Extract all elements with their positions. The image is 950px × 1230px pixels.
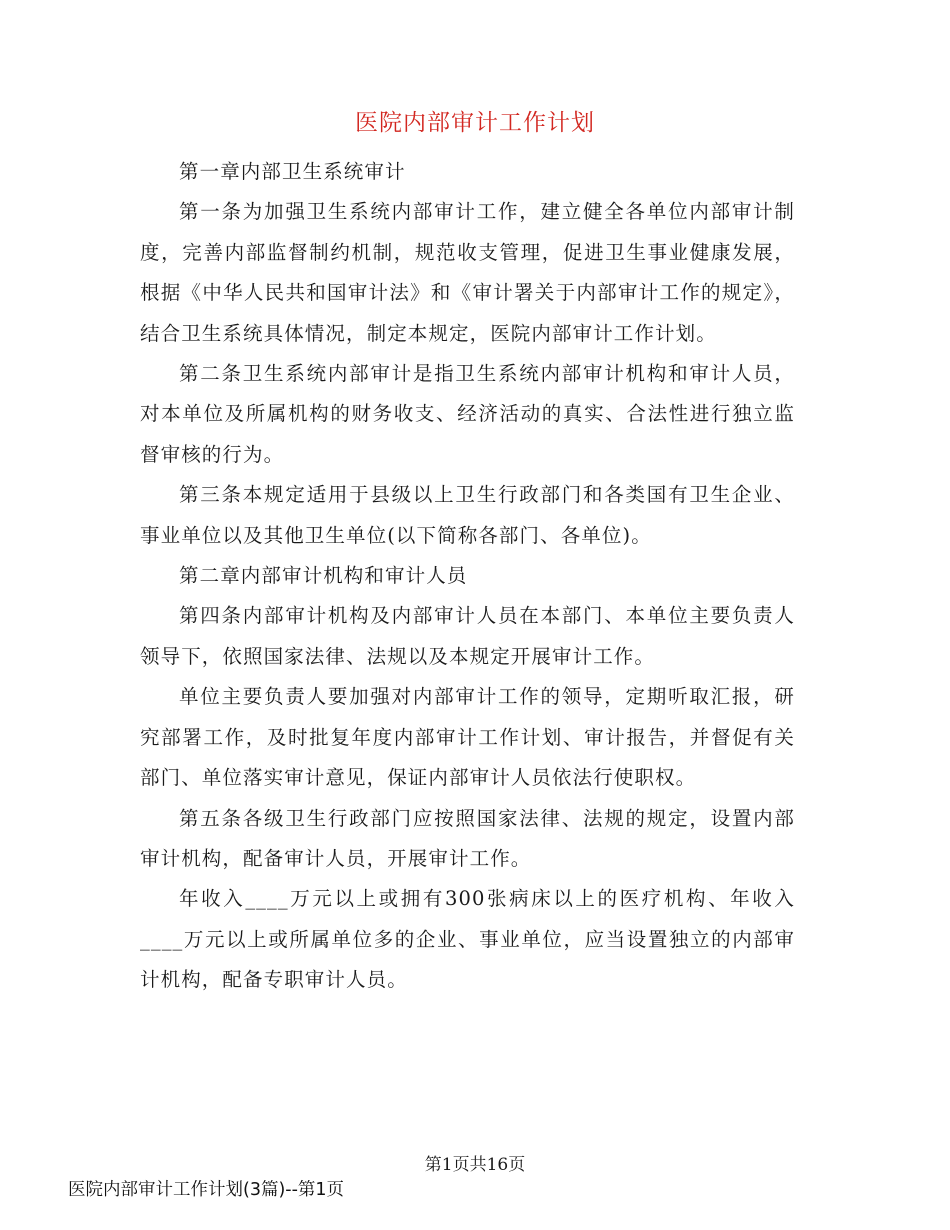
article-2-paragraph: 第二条卫生系统内部审计是指卫生系统内部审计机构和审计人员，对本单位及所属机构的财务收支、经济活动的真实、合法性进行独立监督审核的行为。 — [140, 362, 795, 466]
page-number: 第1页共16页 — [424, 1155, 526, 1175]
document-body — [140, 152, 795, 1001]
article-4-paragraph: 第四条内部审计机构及内部审计人员在本部门、本单位主要负责人领导下，依照国家法律、法规以及本规定开展审计工作。 — [140, 604, 795, 668]
article-5-paragraph: 第五条各级卫生行政部门应按照国家法律、法规的规定，设置内部审计机构，配备审计人员，开展审计工作。 — [140, 806, 795, 870]
chapter-heading-2: 第二章内部审计机构和审计人员 — [179, 564, 468, 588]
article-3-paragraph: 第三条本规定适用于县级以上卫生行政部门和各类国有卫生企业、事业单位以及其他卫生单位(以下简称各部门、各单位)。 — [140, 483, 795, 547]
document-footer-label: 医院内部审计工作计划(3篇)--第1页 — [68, 1180, 345, 1200]
article-1-paragraph: 第一条为加强卫生系统内部审计工作，建立健全各单位内部审计制度，完善内部监督制约机制，规范收支管理，促进卫生事业健康发展，根据《中华人民共和国审计法》和《审计署关于内部审计工作的规定》，结合卫生系统具体情况，制定本规定，医院内部审计工作计划。 — [140, 200, 795, 345]
chapter-heading-1: 第一章内部卫生系统审计 — [179, 160, 406, 183]
leadership-paragraph: 单位主要负责人要加强对内部审计工作的领导，定期听取汇报，研究部署工作，及时批复年度内部审计工作计划、审计报告，并督促有关部门、单位落实审计意见，保证内部审计人员依法行使职权。 — [140, 685, 795, 790]
revenue-threshold-paragraph: 年收入____万元以上或拥有300张病床以上的医疗机构、年收入____万元以上或所属单位多的企业、事业单位，应当设置独立的内部审计机构，配备专职审计人员。 — [140, 887, 795, 992]
document-title: 医院内部审计工作计划 — [355, 110, 595, 136]
